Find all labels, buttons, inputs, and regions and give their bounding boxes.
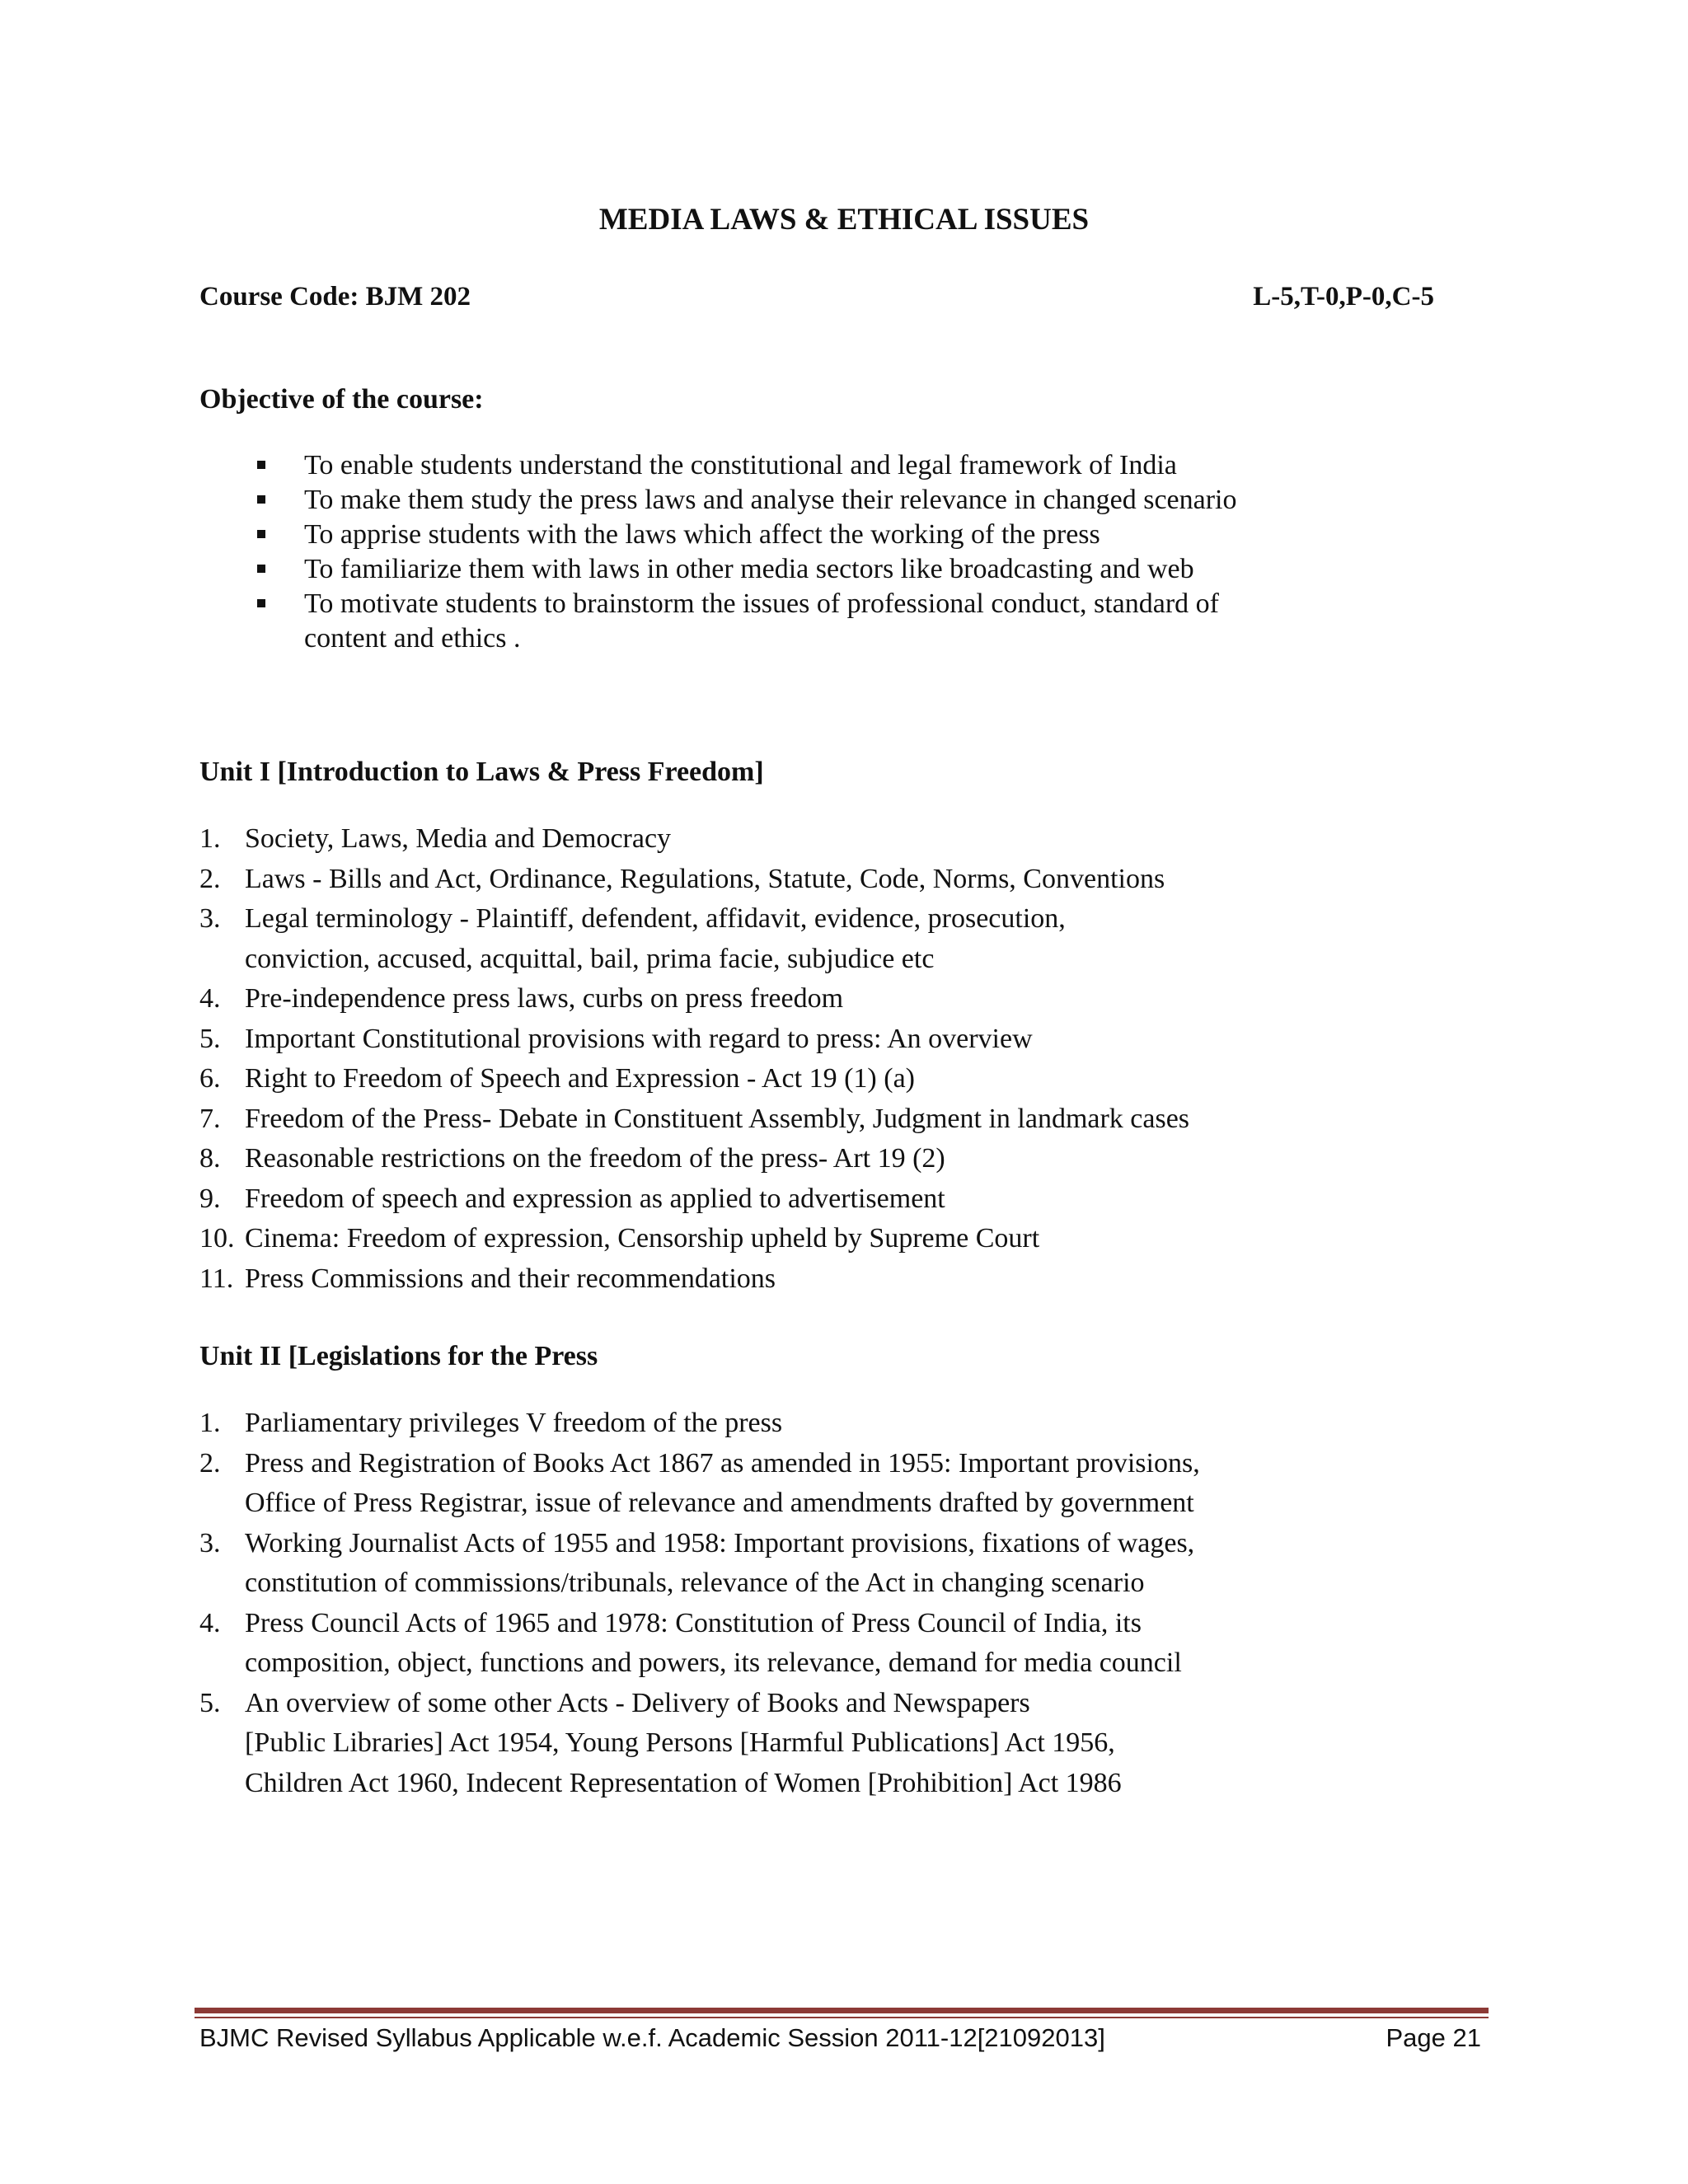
list-item: [Public Libraries] Act 1954, Young Persons [Harmful Publications] Act 1956, <box>245 1727 1115 1758</box>
list-item: 2. Press and Registration of Books Act 1867 as amended in 1955: Important provisions, <box>199 1447 1200 1479</box>
list-item: 3. Working Journalist Acts of 1955 and 1958: Important provisions, fixations of wages, <box>199 1527 1195 1558</box>
bullet-square-icon <box>257 565 265 573</box>
list-item: 2. Laws - Bills and Act, Ordinance, Regulations, Statute, Code, Norms, Conventions <box>199 863 1165 894</box>
objective-item-continuation: content and ethics . <box>304 623 521 654</box>
list-item: 7. Freedom of the Press- Debate in Constituent Assembly, Judgment in landmark cases <box>199 1103 1190 1134</box>
objective-item: To familiarize them with laws in other media sectors like broadcasting and web <box>199 552 1436 587</box>
bullet-square-icon <box>257 599 265 607</box>
objective-item: To make them study the press laws and analyse their relevance in changed scenario <box>199 483 1436 518</box>
objectives-list <box>199 448 1436 656</box>
unit2-list <box>199 1404 1436 1803</box>
list-item: conviction, accused, acquittal, bail, prima facie, subjudice etc <box>245 943 935 974</box>
list-item: composition, object, functions and powers, its relevance, demand for media council <box>245 1647 1182 1678</box>
bullet-square-icon <box>257 530 265 538</box>
list-item: Children Act 1960, Indecent Representation of Women [Prohibition] Act 1986 <box>245 1767 1122 1798</box>
list-item: 9. Freedom of speech and expression as applied to advertisement <box>199 1183 945 1214</box>
page-number: Page 21 <box>1386 2023 1481 2052</box>
bullet-square-icon <box>257 461 265 469</box>
page-title: MEDIA LAWS & ETHICAL ISSUES <box>598 203 1090 237</box>
unit2-heading: Unit II [Legislations for the Press <box>199 1341 598 1371</box>
list-item: 1. Society, Laws, Media and Democracy <box>199 823 672 854</box>
list-item: 6. Right to Freedom of Speech and Expression - Act 19 (1) (a) <box>199 1063 915 1094</box>
unit1-list <box>199 819 1436 1299</box>
course-credits: L-5,T-0,P-0,C-5 <box>1253 282 1434 312</box>
list-item: Office of Press Registrar, issue of relevance and amendments drafted by government <box>245 1488 1194 1518</box>
course-code: Course Code: BJM 202 <box>199 282 471 312</box>
list-item: 1. Parliamentary privileges V freedom of the press <box>199 1408 783 1438</box>
objective-item: To enable students understand the constitutional and legal framework of India <box>199 448 1436 483</box>
objective-heading: Objective of the course: <box>199 384 484 415</box>
footer-divider <box>195 2008 1489 2013</box>
list-item: constitution of commissions/tribunals, relevance of the Act in changing scenario <box>245 1568 1145 1598</box>
list-item: 11. Press Commissions and their recommendations <box>199 1263 776 1294</box>
list-item: 5. An overview of some other Acts - Delivery of Books and Newspapers <box>199 1687 1030 1718</box>
list-item: 10. Cinema: Freedom of expression, Censorship upheld by Supreme Court <box>199 1223 1040 1254</box>
footer-divider-thin <box>195 2017 1489 2018</box>
unit1-heading: Unit I [Introduction to Laws & Press Freedom] <box>199 757 764 787</box>
objective-item: To apprise students with the laws which affect the working of the press <box>199 518 1436 552</box>
list-item: 5. Important Constitutional provisions with regard to press: An overview <box>199 1023 1033 1054</box>
list-item: 4. Press Council Acts of 1965 and 1978: Constitution of Press Council of India, its <box>199 1607 1142 1638</box>
objective-item: To motivate students to brainstorm the issues of professional conduct, standard of <box>199 587 1436 621</box>
list-item: 8. Reasonable restrictions on the freedom of the press- Art 19 (2) <box>199 1143 945 1174</box>
bullet-square-icon <box>257 495 265 504</box>
list-item: 4. Pre-independence press laws, curbs on press freedom <box>199 983 844 1014</box>
list-item: 3. Legal terminology - Plaintiff, defendent, affidavit, evidence, prosecution, <box>199 903 1066 934</box>
footer-text: BJMC Revised Syllabus Applicable w.e.f. Academic Session 2011-12[21092013] <box>199 2023 1105 2052</box>
